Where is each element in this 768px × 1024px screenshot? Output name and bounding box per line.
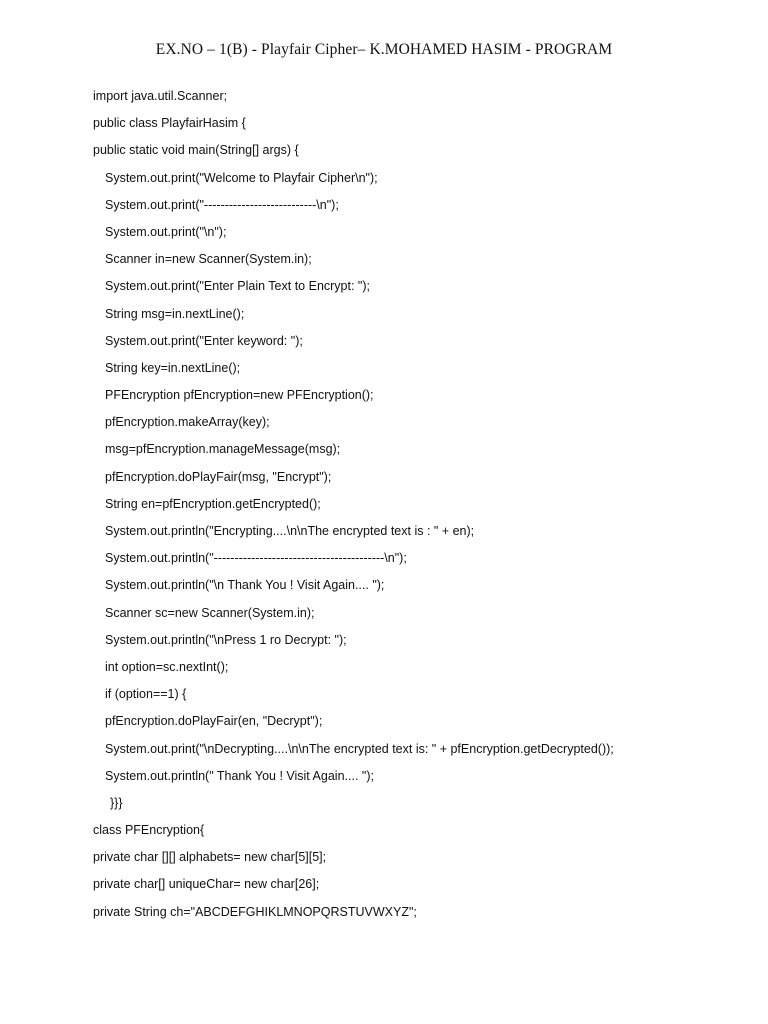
code-line: System.out.print("---------------------------\n"); <box>105 197 339 212</box>
code-line: if (option==1) { <box>105 687 187 702</box>
code-line: String key=in.nextLine(); <box>105 360 241 375</box>
code-line: int option=sc.nextInt(); <box>105 659 229 674</box>
code-line: System.out.print("Enter Plain Text to Encrypt: "); <box>105 279 370 294</box>
code-line: System.out.print("\nDecrypting....\n\nThe encrypted text is: " + pfEncryption.getDecrypted()); <box>105 741 614 756</box>
code-line: pfEncryption.doPlayFair(en, "Decrypt"); <box>105 714 323 729</box>
code-line: System.out.print("\n"); <box>105 224 227 239</box>
code-line: private char [][] alphabets= new char[5][5]; <box>93 850 327 865</box>
code-line: String en=pfEncryption.getEncrypted(); <box>105 496 321 511</box>
code-line: PFEncryption pfEncryption=new PFEncryption(); <box>105 388 374 403</box>
code-line: pfEncryption.makeArray(key); <box>105 415 270 430</box>
document-title: EX.NO – 1(B) - Playfair Cipher– K.MOHAMED HASIM - PROGRAM <box>155 41 613 58</box>
code-line: pfEncryption.doPlayFair(msg, "Encrypt"); <box>105 469 332 484</box>
code-line: Scanner in=new Scanner(System.in); <box>105 252 312 267</box>
code-line: System.out.print("Welcome to Playfair Cipher\n"); <box>105 170 378 185</box>
code-line: System.out.println("Encrypting....\n\nThe encrypted text is : " + en); <box>105 524 475 538</box>
code-line: System.out.println("\nPress 1 ro Decrypt: "); <box>105 632 347 647</box>
code-line: System.out.print("Enter keyword: "); <box>105 333 303 348</box>
code-line: System.out.println("\n Thank You ! Visit Again.... "); <box>105 578 385 593</box>
code-line: }}} <box>110 795 123 810</box>
code-listing <box>93 87 753 930</box>
code-line: System.out.println("-----------------------------------------\n"); <box>105 551 407 566</box>
code-line: System.out.println(" Thank You ! Visit Again.... "); <box>105 768 374 783</box>
code-line: String msg=in.nextLine(); <box>105 306 245 321</box>
code-line: msg=pfEncryption.manageMessage(msg); <box>105 442 341 457</box>
code-line: private char[] uniqueChar= new char[26]; <box>93 877 320 892</box>
code-line: public static void main(String[] args) { <box>93 143 299 158</box>
code-line: public class PlayfairHasim { <box>93 116 246 131</box>
code-line: import java.util.Scanner; <box>93 89 228 103</box>
code-line: private String ch="ABCDEFGHIKLMNOPQRSTUVWXYZ"; <box>93 904 417 919</box>
code-line: Scanner sc=new Scanner(System.in); <box>105 605 315 620</box>
code-line: class PFEncryption{ <box>93 823 205 838</box>
